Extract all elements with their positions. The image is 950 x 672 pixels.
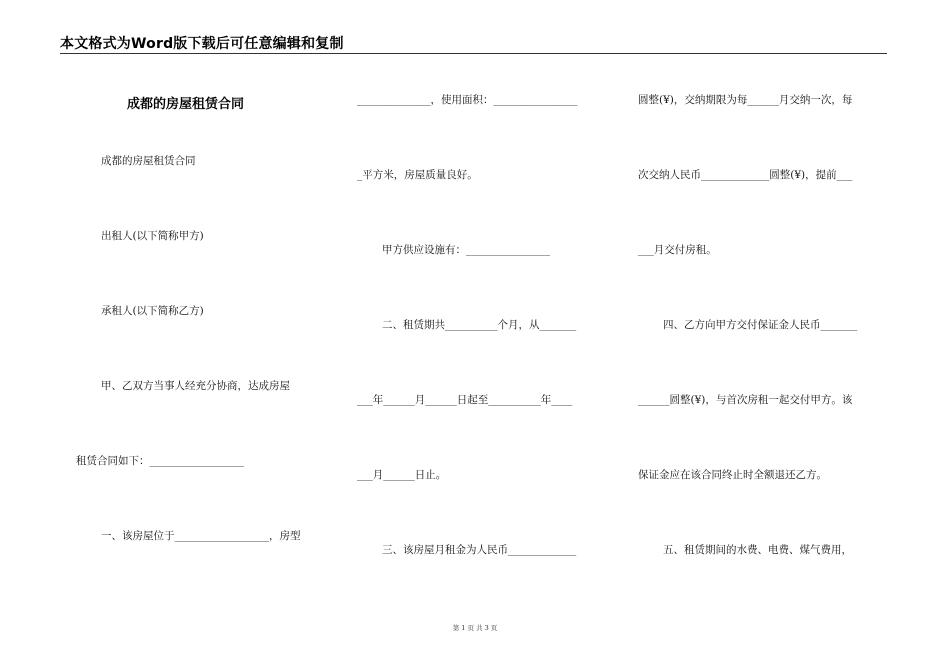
- col1-line-1: 成都的房屋租赁合同: [101, 155, 196, 167]
- col2-line-4: 二、租赁期共__________个月，从_______: [382, 319, 577, 331]
- col3-line-1: 圆整(¥)，交纳期限为每______月交纳一次，每: [638, 94, 853, 106]
- col3-line-3: ___月交付房租。: [638, 244, 717, 256]
- col1-line-3: 承租人(以下简称乙方): [101, 305, 204, 317]
- col3-line-2: 次交纳人民币_____________圆整(¥)，提前___: [638, 169, 853, 181]
- col3-line-4: 四、乙方向甲方交付保证金人民币_______: [663, 319, 858, 331]
- document-title: 成都的房屋租赁合同: [127, 97, 245, 112]
- col2-line-6: ___月______日止。: [357, 469, 447, 481]
- col2-line-7: 三、该房屋月租金为人民币_____________: [382, 544, 577, 556]
- page-indicator: 第 1 页 共 3 页: [452, 624, 498, 632]
- header-banner: 本文格式为Word版下载后可任意编辑和复制: [60, 36, 344, 52]
- col2-line-2: _平方米，房屋质量良好。: [357, 169, 478, 181]
- header-rule: [60, 53, 887, 54]
- col1-line-4: 甲、乙双方当事人经充分协商，达成房屋: [101, 380, 290, 392]
- col3-line-6: 保证金应在该合同终止时全额退还乙方。: [638, 469, 827, 481]
- col2-line-3: 甲方供应设施有：________________: [382, 244, 550, 256]
- col2-line-1: ______________，使用面积：________________: [357, 94, 578, 106]
- col1-line-2: 出租人(以下简称甲方): [101, 230, 204, 242]
- col1-line-5: 租赁合同如下：__________________: [76, 455, 244, 467]
- col3-line-5: ______圆整(¥)，与首次房租一起交付甲方。该: [638, 394, 853, 406]
- col3-line-7: 五、租赁期间的水费、电费、煤气费用，: [663, 544, 852, 556]
- col2-line-5: ___年______月______日起至__________年____: [357, 394, 573, 406]
- col1-line-6: 一、该房屋位于__________________，房型: [101, 530, 301, 542]
